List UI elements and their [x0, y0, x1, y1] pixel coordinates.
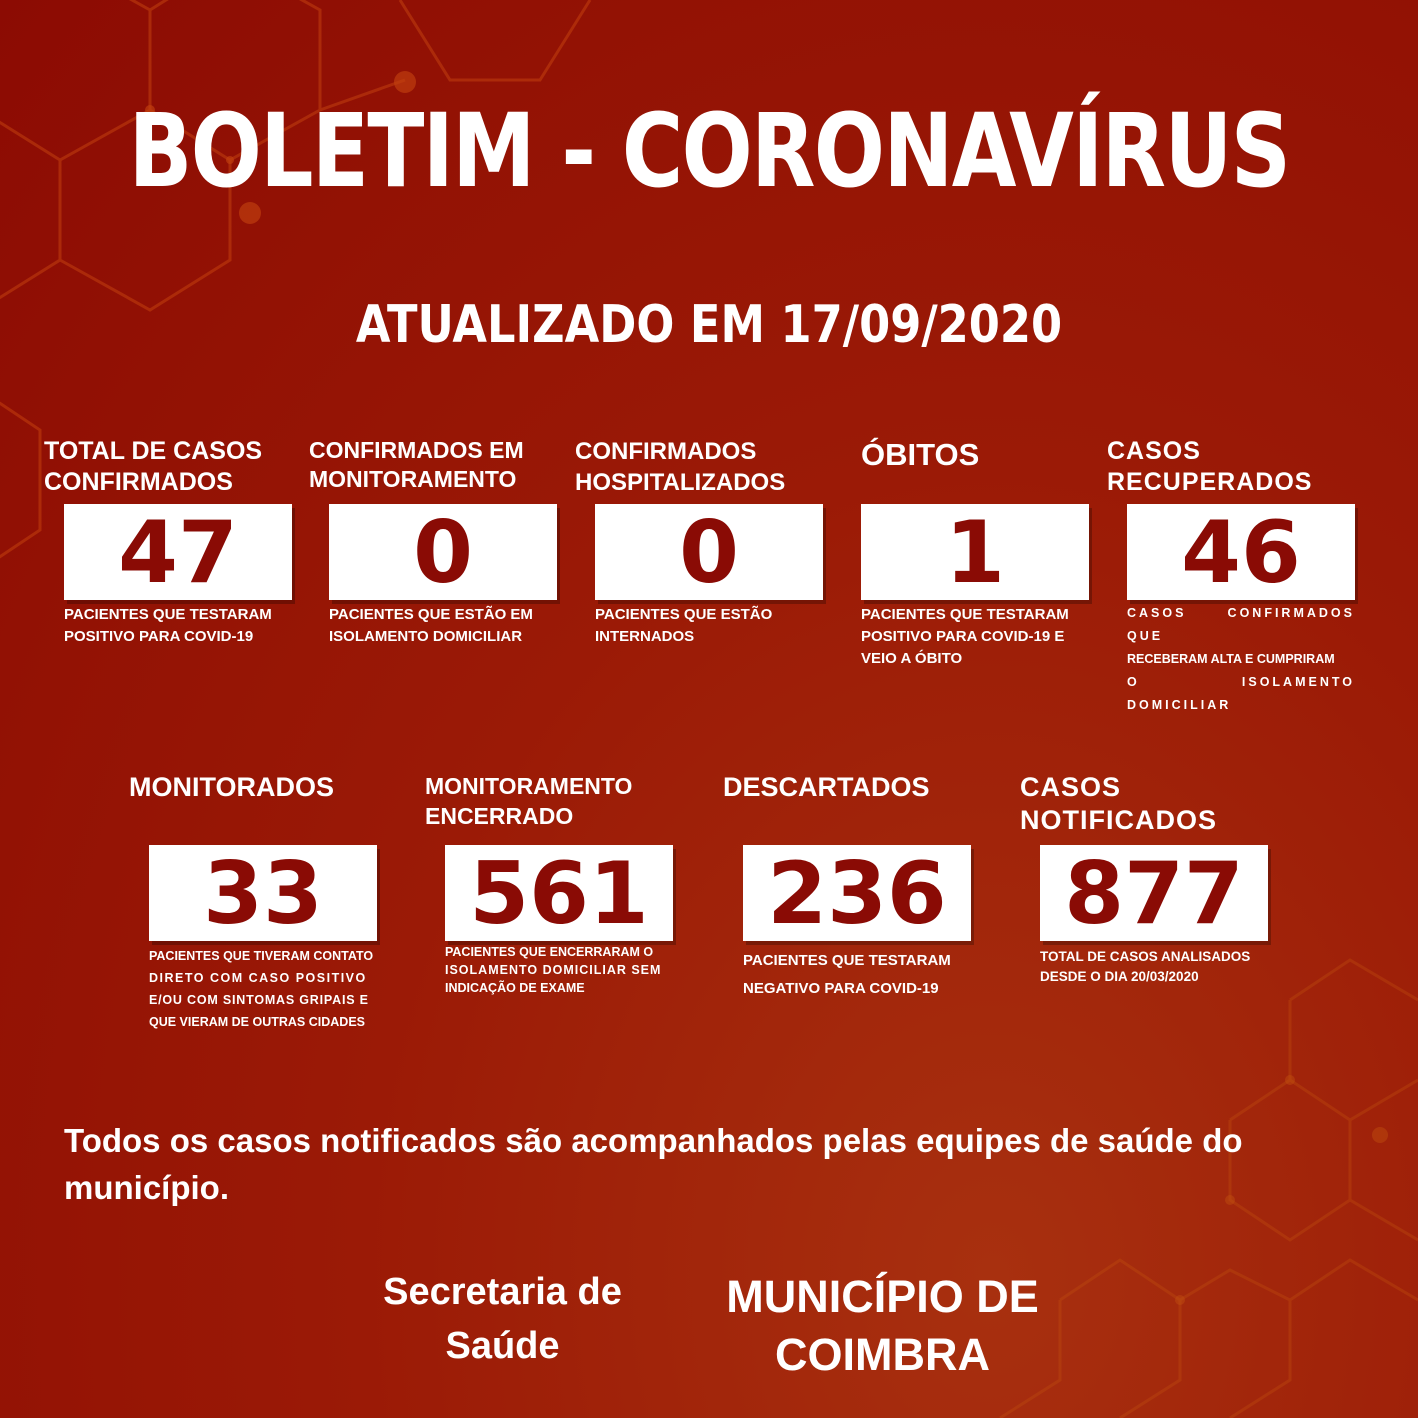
card-value: 47: [64, 504, 292, 600]
card-label: CASOS RECUPERADOS: [1107, 437, 1313, 496]
card-description: PACIENTES QUE TIVERAM CONTATO DIRETO COM CASO POSITIVO E/OU COM SINTOMAS GRIPAIS E QUE VIERAM DE OUTRAS CIDADES: [149, 949, 374, 1029]
card-label: CONFIRMADOS HOSPITALIZADOS: [575, 438, 786, 496]
card-description: PACIENTES QUE TESTARAM POSITIVO PARA COVID-19: [64, 606, 272, 645]
card-description: PACIENTES QUE ESTÃO INTERNADOS: [595, 606, 773, 645]
card-description: PACIENTES QUE ESTÃO EM ISOLAMENTO DOMICILIAR: [329, 606, 533, 645]
card-description: TOTAL DE CASOS ANALISADOS DESDE O DIA 20/03/2020: [1040, 949, 1251, 984]
card-value: 0: [595, 504, 823, 600]
footnote-text: Todos os casos notificados são acompanhados pelas equipes de saúde do município.: [64, 1122, 1243, 1206]
card-value: 236: [743, 845, 971, 941]
card-value: 877: [1040, 845, 1268, 941]
card-label: CASOS NOTIFICADOS: [1020, 772, 1217, 835]
card-value: 0: [329, 504, 557, 600]
signature-secretaria: Secretaria de Saúde: [383, 1271, 622, 1367]
card-label: DESCARTADOS: [723, 772, 930, 802]
card-label: CONFIRMADOS EM MONITORAMENTO: [309, 437, 524, 492]
card-label: ÓBITOS: [861, 437, 980, 472]
card-value: 561: [445, 845, 673, 941]
card-description: CASOS CONFIRMADOS QUE RECEBERAM ALTA E CUMPRIRAM O ISOLAMENTO DOMICILIAR: [1127, 606, 1355, 712]
updated-date: ATUALIZADO EM 17/09/2020: [355, 295, 1063, 355]
card-label: TOTAL DE CASOS CONFIRMADOS: [44, 437, 263, 496]
card-value: 33: [149, 845, 377, 941]
card-value: 46: [1127, 504, 1355, 600]
card-description: PACIENTES QUE ENCERRARAM O ISOLAMENTO DOMICILIAR SEM INDICAÇÃO DE EXAME: [445, 945, 662, 995]
card-label: MONITORAMENTO ENCERRADO: [425, 773, 633, 829]
bulletin-title: BOLETIM - CORONAVÍRUS: [128, 92, 1290, 211]
card-value: 1: [861, 504, 1089, 600]
card-description: PACIENTES QUE TESTARAM POSITIVO PARA COVID-19 E VEIO A ÓBITO: [861, 606, 1069, 667]
card-description: PACIENTES QUE TESTARAM NEGATIVO PARA COVID-19: [743, 952, 951, 997]
card-label: MONITORADOS: [129, 772, 335, 802]
signature-municipio: MUNICÍPIO DE COIMBRA: [726, 1271, 1039, 1380]
